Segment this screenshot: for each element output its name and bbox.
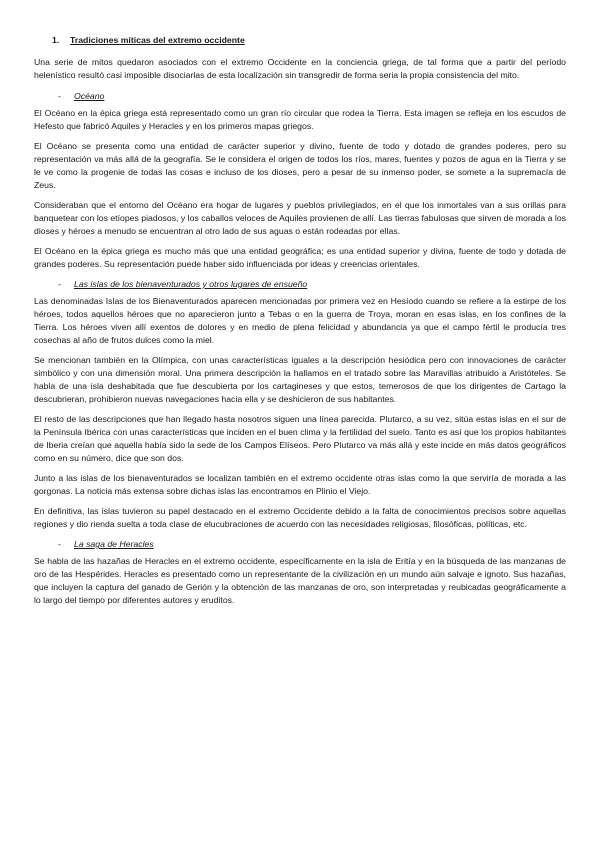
paragraph: Se mencionan también en la Olímpica, con unas características iguales a la descripción hesiódica pero con innovaciones de carácter simbólico y con una dimensión moral. Una primera descripción la hallamos en el tratado sobre las Maravillas atribuido a Aristóteles. Se habla de una isla deshabitada que fue descubierta por los cartagineses y que estos, temerosos de que los dirigentes de Cartago la descubrieran, prohibieron nuevas navegaciones hacia ella y se deshicieron de sus habitantes. xyxy=(34,355,566,404)
bullet-dash: - xyxy=(58,539,61,549)
heading-title: Tradiciones míticas del extremo occidente xyxy=(70,35,245,45)
intro-paragraph: Una serie de mitos quedaron asociados con el extremo Occidente en la conciencia griega, de tal forma que a partir del período helenístico resultó casi imposible disociarlas de esta localización sin transgredir de forma seria la propia consistencia del mito. xyxy=(34,57,566,80)
paragraph: El resto de las descripciones que han llegado hasta nosotros siguen una línea parecida. Plutarco, a su vez, sitúa estas islas en el sur de la Península Ibérica con unas características que inciden en el buen clima y la fertilidad del suelo. Tanto es así que los propios habitantes de Iberia creían que aquella había sido la sede de los Campos Elíseos. Pero Plutarco va más allá y este incide en más datos geográficos como en su número, dice que son dos. xyxy=(34,414,566,463)
paragraph: El Océano en la épica griega es mucho más que una entidad geográfica; es una entidad superior y divina, fuente de todo y dotada de grandes poderes. Su representación puede haber sido influenciada por ideas y creencias orientales. xyxy=(34,246,566,269)
paragraph: Junto a las islas de los bienaventurados se localizan también en el extremo occidente otras islas como la que serviría de morada a las gorgonas. La noticia más extensa sobre dichas islas las encontramos en Plinio el Viejo. xyxy=(34,473,566,496)
subheading-islas xyxy=(58,278,566,291)
paragraph: Consideraban que el entorno del Océano era hogar de lugares y pueblos privilegiados, en el que los inmortales van a sus orillas para banquetear con los etíopes piadosos, y los caballos veloces de Aquiles provienen de allí. Las tierras fabulosas que sirven de morada a los dioses y héroes a menudo se encuentran al otro lado de sus aguas o están rodeadas por ellas. xyxy=(34,200,566,236)
subheading-label: Océano xyxy=(74,91,105,101)
subheading-label: La saga de Heracles xyxy=(74,539,154,549)
bullet-dash: - xyxy=(58,279,61,289)
paragraph: El Océano en la épica griega está representado como un gran río circular que rodea la Tierra. Esta imagen se refleja en los escudos de Hefesto que fabricó Aquiles y Heracles y en los primeros mapas griegos. xyxy=(34,108,566,131)
document-page xyxy=(34,34,566,614)
paragraph: El Océano se presenta como una entidad de carácter superior y divino, fuente de todo y dotado de grandes poderes, pero su representación va más allá de la geografía. Se le considera el origen de todos los ríos, mares, fuentes y pozos de agua en la Tierra y se le ve como la progenie de todas las cosas e incluso de los dioses, pero a pesar de su inmenso poder, se somete a la supremacía de Zeus. xyxy=(34,141,566,190)
bullet-dash: - xyxy=(58,91,61,101)
paragraph: En definitiva, las islas tuvieron su papel destacado en el extremo Occidente debido a la falta de conocimientos precisos sobre aquellas regiones y dio rienda suelta a toda clase de elucubraciones de acuerdo con las necesidades religiosas, filosóficas, políticas, etc. xyxy=(34,506,566,529)
subheading-oceano xyxy=(58,90,566,103)
paragraph: Las denominadas Islas de los Bienaventurados aparecen mencionadas por primera vez en Hesíodo cuando se refiere a la estirpe de los héroes, todos aquellos héroes que no aparecieron junto a Tebas o en la guerra de Troya, moran en esas islas, en los confines de la Tierra. Los héroes viven allí exentos de dolores y en medio de plena felicidad y abundancia ya que el campo fértil le producía tres cosechas al año de frutos dulces como la miel. xyxy=(34,296,566,345)
paragraph: Se habla de las hazañas de Heracles en el extremo occidente, específicamente en la isla de Eritía y en la búsqueda de las manzanas de oro de las Hespérides. Heracles es presentado como un representante de la civilización en un mundo aún salvaje e ignoto. Sus hazañas, que incluyen la captura del ganado de Gerión y la obtención de las manzanas de oro, son interpretadas y reubicadas geográficamente a lo largo del tiempo por diferentes autores y eruditos. xyxy=(34,556,566,605)
subheading-heracles xyxy=(58,538,566,551)
heading-number: 1. xyxy=(52,35,60,45)
section-heading xyxy=(52,34,566,47)
subheading-label: Las islas de los bienaventurados y otros lugares de ensueño xyxy=(74,279,308,289)
